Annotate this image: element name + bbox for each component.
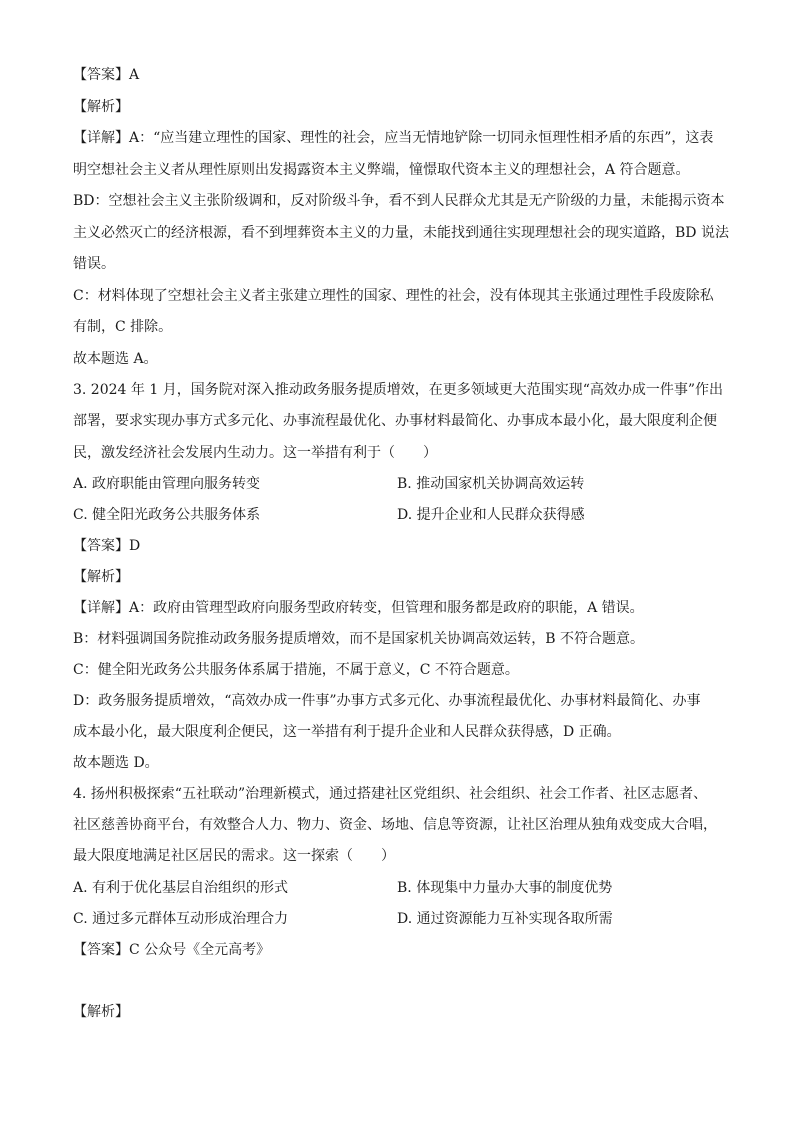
q4-option-b: B. 体现集中力量办大事的制度优势 [397,880,613,896]
q4-option-c: C. 通过多元群体互动形成治理合力 [73,911,289,927]
conclusion-line: 故本题选 D。 [73,755,159,771]
detail-line: 主义必然灭亡的经济根源，看不到埋葬资本主义的力量，未能找到通往实现理想社会的现实道路，BD 说法 [73,225,729,241]
q3-option-c: C. 健全阳光政务公共服务体系 [73,507,261,523]
answer-line: 【答案】D [73,538,141,554]
answer-line: 【答案】A [73,67,140,83]
detail-line: 错误。 [73,256,115,272]
q3-option-d: D. 提升企业和人民群众获得感 [397,507,585,523]
detail-line: 有制，C 排除。 [73,319,173,335]
detail-line: D：政务服务提质增效，“高效办成一件事”办事方式多元化、办事流程最优化、办事材料最简化、办事 [73,693,701,709]
q4-option-a: A. 有利于优化基层自治组织的形式 [73,880,289,896]
detail-line: 明空想社会主义者从理性原则出发揭露资本主义弊端，憧憬取代资本主义的理想社会，A 符合题意。 [73,162,690,178]
question-3-stem: 部署，要求实现办事方式多元化、办事流程最优化、办事材料最简化、办事成本最小化，最大限度利企便 [73,413,717,429]
question-3-stem: 民，激发经济社会发展内生动力。这一举措有利于（ ） [73,445,437,461]
analysis-heading: 【解析】 [73,569,129,585]
detail-line: C：健全阳光政务公共服务体系属于措施，不属于意义，C 不符合题意。 [73,662,519,678]
question-4-stem: 最大限度地满足社区居民的需求。这一探索（ ） [73,848,395,864]
detail-line: 【详解】A：政府由管理型政府向服务型政府转变，但管理和服务都是政府的职能，A 错误。 [73,600,644,616]
detail-line: B：材料强调国务院推动政务服务提质增效，而不是国家机关协调高效运转，B 不符合题意。 [73,631,645,647]
question-4-stem: 社区慈善协商平台，有效整合人力、物力、资金、场地、信息等资源，让社区治理从独角戏变成大合唱， [73,817,717,833]
q3-option-b: B. 推动国家机关协调高效运转 [397,476,585,492]
detail-line: 成本最小化，最大限度利企便民，这一举措有利于提升企业和人民群众获得感，D 正确。 [73,724,621,740]
question-3-stem: 3. 2024 年 1 月，国务院对深入推动政务服务提质增效，在更多领域更大范围实现“高效办成一件事”作出 [73,382,724,398]
analysis-heading: 【解析】 [73,99,129,115]
question-4-stem: 4. 扬州积极探索“五社联动”治理新模式，通过搭建社区党组织、社会组织、社会工作者、社区志愿者、 [73,786,708,802]
q4-option-d: D. 通过资源能力互补实现各取所需 [397,911,613,927]
detail-line: 【详解】A：“应当建立理性的国家、理性的社会，应当无情地铲除一切同永恒理性相矛盾的东西”，这表 [73,130,714,146]
detail-line: BD：空想社会主义主张阶级调和，反对阶级斗争，看不到人民群众尤其是无产阶级的力量，未能揭示资本 [73,193,725,209]
analysis-heading: 【解析】 [73,1004,129,1020]
conclusion-line: 故本题选 A。 [73,351,158,367]
answer-line: 【答案】C 公众号《全元高考》 [73,942,271,958]
detail-line: C：材料体现了空想社会主义者主张建立理性的国家、理性的社会，没有体现其主张通过理性手段废除私 [73,288,714,304]
q3-option-a: A. 政府职能由管理向服务转变 [73,476,261,492]
